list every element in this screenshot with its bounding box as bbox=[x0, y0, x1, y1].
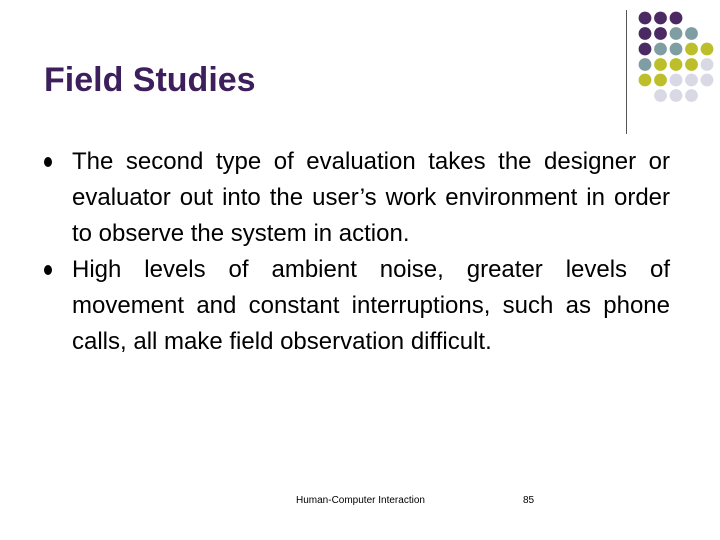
page-number: 85 bbox=[523, 495, 535, 506]
decorative-dot bbox=[670, 74, 683, 87]
decorative-dot bbox=[654, 12, 667, 25]
decorative-dot bbox=[685, 89, 698, 102]
decorative-dot bbox=[654, 43, 667, 56]
bullet-item bbox=[44, 252, 670, 360]
bullet-text: High levels of ambient noise, greater levels of movement and constant interruptions, such as phone calls, all make field observation difficult. bbox=[72, 256, 670, 355]
footer-title: Human-Computer Interaction bbox=[296, 495, 425, 506]
bullet-dot-icon bbox=[44, 265, 52, 275]
decorative-dot bbox=[670, 27, 683, 40]
decorative-dot bbox=[639, 12, 652, 25]
bullet-item bbox=[44, 144, 670, 252]
decorative-dot bbox=[685, 43, 698, 56]
decorative-dot bbox=[670, 43, 683, 56]
decorative-dot bbox=[670, 12, 683, 25]
decorative-dot bbox=[639, 74, 652, 87]
bullet-dot-icon bbox=[44, 157, 52, 167]
decorative-dot bbox=[685, 58, 698, 71]
decorative-dot bbox=[670, 89, 683, 102]
bullet-text: The second type of evaluation takes the designer or evaluator out into the user’s work environment in order to observe the system in action. bbox=[72, 148, 670, 247]
decorative-dot bbox=[639, 58, 652, 71]
decorative-dot bbox=[654, 58, 667, 71]
slide-title: Field Studies bbox=[44, 61, 256, 99]
decorative-dot bbox=[685, 74, 698, 87]
decorative-dot bbox=[701, 74, 714, 87]
decorative-dot bbox=[670, 58, 683, 71]
decorative-dot bbox=[639, 43, 652, 56]
decorative-dot bbox=[654, 89, 667, 102]
decorative-dot bbox=[654, 27, 667, 40]
decorative-dot bbox=[639, 27, 652, 40]
bullet-list bbox=[44, 144, 670, 360]
decorative-dot bbox=[654, 74, 667, 87]
decorative-dot bbox=[685, 27, 698, 40]
decorative-dot bbox=[701, 58, 714, 71]
decorative-dot bbox=[701, 43, 714, 56]
decorative-dot-grid bbox=[0, 0, 720, 140]
